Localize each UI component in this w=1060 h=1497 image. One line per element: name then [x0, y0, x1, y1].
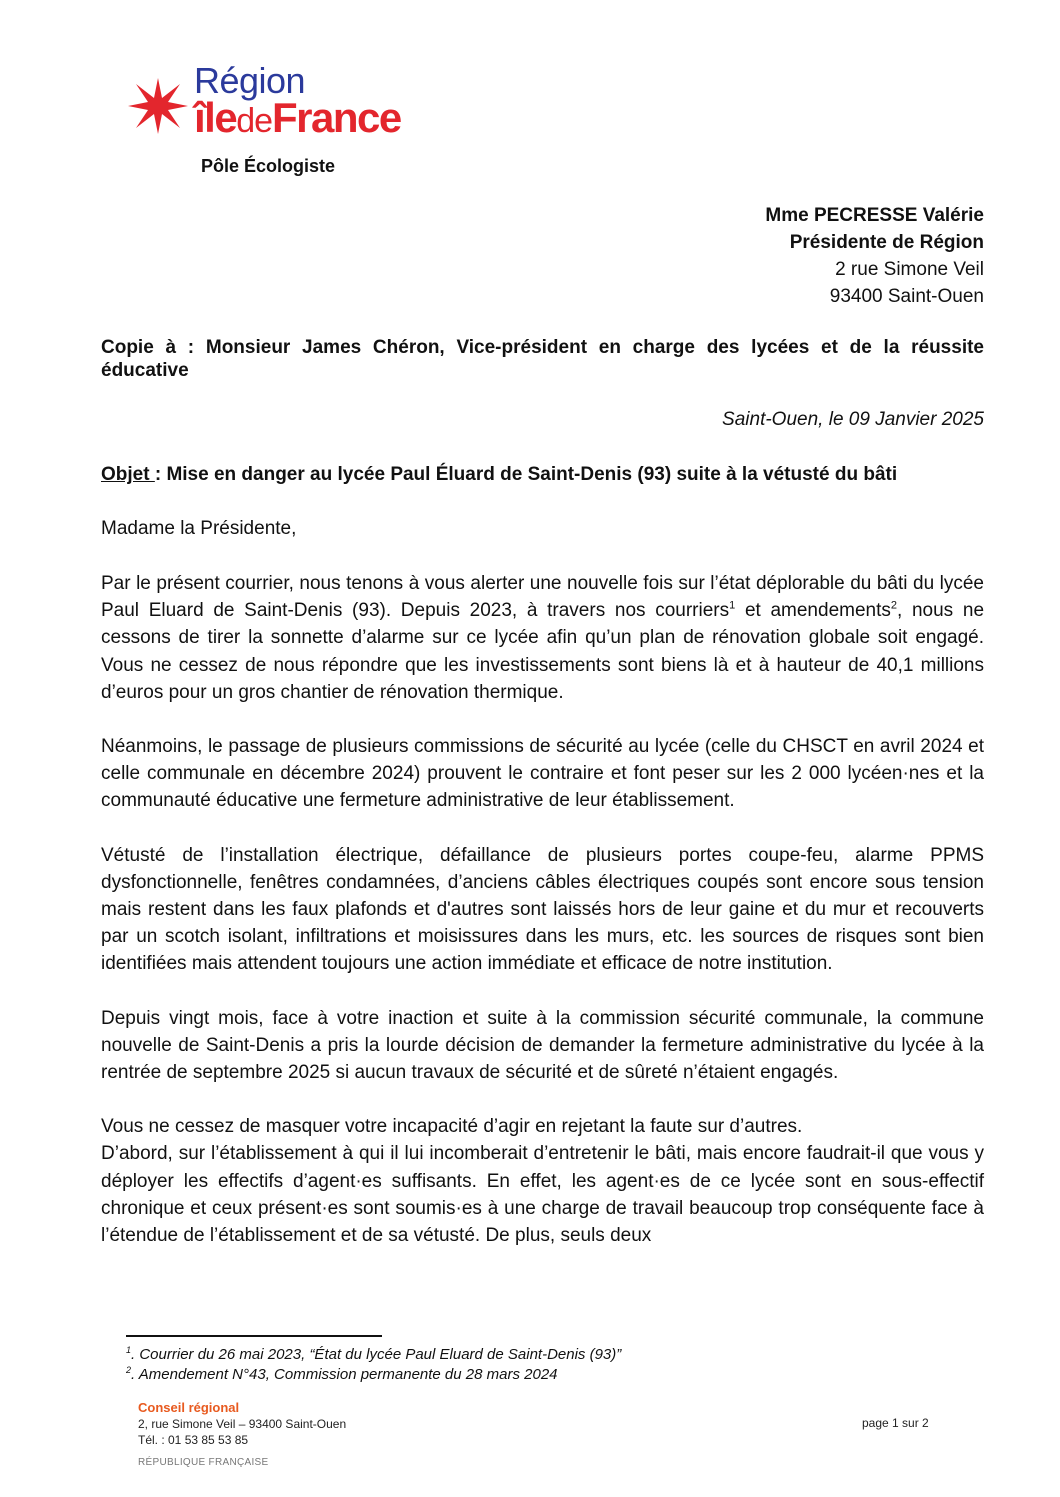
paragraph-6: D’abord, sur l’établissement à qui il lui incomberait d’entretenir le bâti, mais encore faudrait-il que vous y déployer les effectifs d’agent·es suffisants. En effet, les agent·es de ce lycée sont en sous-effectif chronique et ceux présent·es sont soumis·es à une charge de travail beaucoup trop conséquente face à l’étendue de l’établissement et de sa vétusté. De plus, seuls deux — [101, 1143, 984, 1247]
recipient-street: 2 rue Simone Veil — [835, 259, 984, 280]
footnotes — [126, 1345, 621, 1385]
republic-mention: RÉPUBLIQUE FRANÇAISE — [138, 1457, 269, 1468]
paragraph-5: Vous ne cessez de masquer votre incapacité d’agir en rejetant la faute sur d’autres. — [101, 1116, 803, 1138]
salutation: Madame la Présidente, — [101, 518, 297, 539]
recipient-title: Présidente de Région — [789, 232, 984, 253]
footnote-ref-1: 1 — [729, 599, 736, 612]
footnote-ref-2: 2 — [890, 599, 898, 612]
letter-body — [101, 570, 984, 1249]
logo-text-idf: îledeFrance — [194, 94, 401, 141]
subject-label: Objet — [101, 464, 155, 485]
paragraph-4: Depuis vingt mois, face à votre inaction et suite à la commission sécurité communale, la commune nouvelle de Saint-Denis a pris la lourde décision de demander la fermeture administrative du lycée à la rentrée de septembre 2025 si aucun travaux de sécurité et de sûreté n’étaient engagés. — [101, 1007, 984, 1084]
footer-org: Conseil régional — [138, 1400, 240, 1415]
star-logo-icon — [128, 76, 188, 136]
letter-date: Saint-Ouen, le 09 Janvier 2025 — [722, 409, 984, 430]
recipient-city: 93400 Saint-Ouen — [829, 286, 984, 307]
paragraph-2: Néanmoins, le passage de plusieurs commissions de sécurité au lycée (celle du CHSCT en avril 2024 et celle communale en décembre 2024) prouvent le contraire et font peser sur les 2 000 lycéen·nes et la communauté éducative une fermeture administrative de leur établissement. — [101, 736, 984, 812]
subject-text: : Mise en danger au lycée Paul Éluard de Saint-Denis (93) suite à la vétusté du bâti — [154, 464, 898, 485]
copy-to: Copie à : Monsieur James Chéron, Vice-président en charge des lycées et de la réussite éducative — [101, 337, 984, 381]
footer-address: 2, rue Simone Veil – 93400 Saint-Ouen — [138, 1417, 347, 1431]
recipient-block — [765, 202, 984, 310]
footnote-2: $^2$. Amendement N°43, Commission permanente du 28 mars 2024 — [126, 1365, 558, 1383]
page-number: page 1 sur 2 — [862, 1416, 929, 1430]
footnote-divider — [126, 1335, 382, 1337]
recipient-name: Mme PECRESSE Valérie — [765, 205, 984, 226]
region-logo — [128, 62, 448, 142]
footer-phone: Tél. : 01 53 85 53 85 — [138, 1433, 249, 1447]
paragraph-1: Par le présent courrier, nous tenons à vous alerter une nouvelle fois sur l’état déplorable du bâti du lycée Paul Eluard de Saint-Denis (93). Depuis 2023, à travers nos courriers$^1$ et amendements$^2$, nous ne cessons de tirer la sonnette d’alarme sur ce lycée afin qu’un plan de rénovation globale soit engagé. Vous ne cessez de nous répondre que les investissements sont biens là et à hauteur de 40,1 millions d’euros pour un gros chantier de rénovation thermique. — [101, 573, 985, 703]
page-footer — [138, 1400, 346, 1448]
footnote-1: $^1$. Courrier du 26 mai 2023, “État du lycée Paul Eluard de Saint-Denis (93)” — [126, 1345, 622, 1363]
subject-line — [101, 464, 897, 486]
logo-text-region: Région — [194, 60, 306, 101]
sender-group: Pôle Écologiste — [201, 156, 336, 176]
paragraph-3: Vétusté de l’installation électrique, défaillance de plusieurs portes coupe-feu, alarme PPMS dysfonctionnelle, fenêtres condamnées, d’anciens câbles électriques coupés sont encore sous tension mais restent dans les faux plafonds et d'autres sont laissés hors de leur gaine et du mur et recouverts par un scotch isolant, infiltrations et moisissures dans les murs, etc. les sources de risques sont bien identifiées mais attendent toujours une action immédiate et efficace de notre institution. — [101, 844, 984, 975]
